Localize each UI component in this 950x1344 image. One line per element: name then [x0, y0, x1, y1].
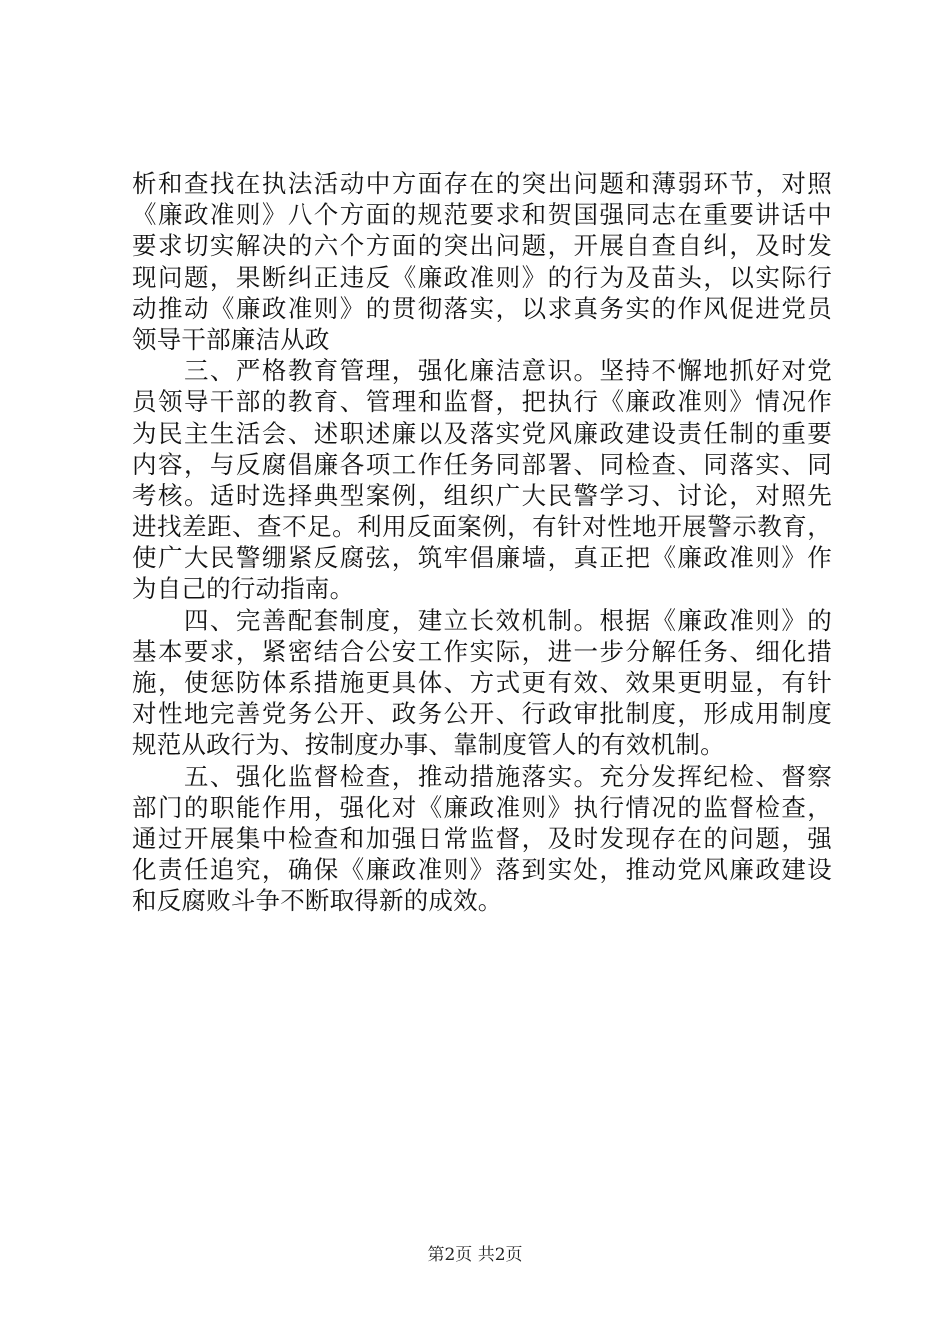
text-line: 动推动《廉政准则》的贯彻落实，以求真务实的作风促进党员: [132, 293, 832, 323]
text-line: 析和查找在执法活动中方面存在的突出问题和薄弱环节，对照: [132, 169, 832, 198]
text-line: 五、强化监督检查，推动措施落实。充分发挥纪检、督察: [132, 761, 832, 791]
text-line: 三、严格教育管理，强化廉洁意识。坚持不懈地抓好对党: [132, 356, 832, 386]
text-line: 为民主生活会、述职述廉以及落实党风廉政建设责任制的重要: [132, 418, 832, 448]
text-line: 通过开展集中检查和加强日常监督，及时发现存在的问题，强: [132, 823, 832, 853]
text-line: 《廉政准则》八个方面的规范要求和贺国强同志在重要讲话中: [132, 200, 832, 230]
text-line: 进找差距、查不足。利用反面案例，有针对性地开展警示教育，: [132, 512, 832, 542]
text-line: 为自己的行动指南。: [132, 574, 355, 604]
text-line: 要求切实解决的六个方面的突出问题，开展自查自纠，及时发: [132, 231, 832, 261]
text-line: 使广大民警绷紧反腐弦，筑牢倡廉墙，真正把《廉政准则》作: [132, 543, 832, 573]
text-line: 和反腐败斗争不断取得新的成效。: [132, 886, 503, 916]
text-line: 考核。适时选择典型案例，组织广大民警学习、讨论，对照先: [132, 480, 832, 510]
text-line: 对性地完善党务公开、政务公开、行政审批制度，形成用制度: [132, 699, 832, 729]
text-line: 部门的职能作用，强化对《廉政准则》执行情况的监督检查，: [132, 792, 832, 822]
text-line: 化责任追究，确保《廉政准则》落到实处，推动党风廉政建设: [132, 855, 832, 885]
body-text: [132, 168, 832, 917]
text-line: 规范从政行为、按制度办事、靠制度管人的有效机制。: [132, 730, 725, 760]
text-line: 领导干部廉洁从政: [132, 324, 330, 354]
text-line: 施，使惩防体系措施更具体、方式更有效、效果更明显，有针: [132, 668, 832, 697]
text-line: 员领导干部的教育、管理和监督，把执行《廉政准则》情况作: [132, 387, 832, 417]
text-line: 现问题，果断纠正违反《廉政准则》的行为及苗头，以实际行: [132, 262, 832, 292]
page-footer: 第2页 共2页: [427, 1245, 523, 1265]
text-line: 四、完善配套制度，建立长效机制。根据《廉政准则》的: [132, 605, 832, 635]
text-line: 基本要求，紧密结合公安工作实际，进一步分解任务、细化措: [132, 636, 832, 666]
text-line: 内容，与反腐倡廉各项工作任务同部署、同检查、同落实、同: [132, 449, 832, 479]
